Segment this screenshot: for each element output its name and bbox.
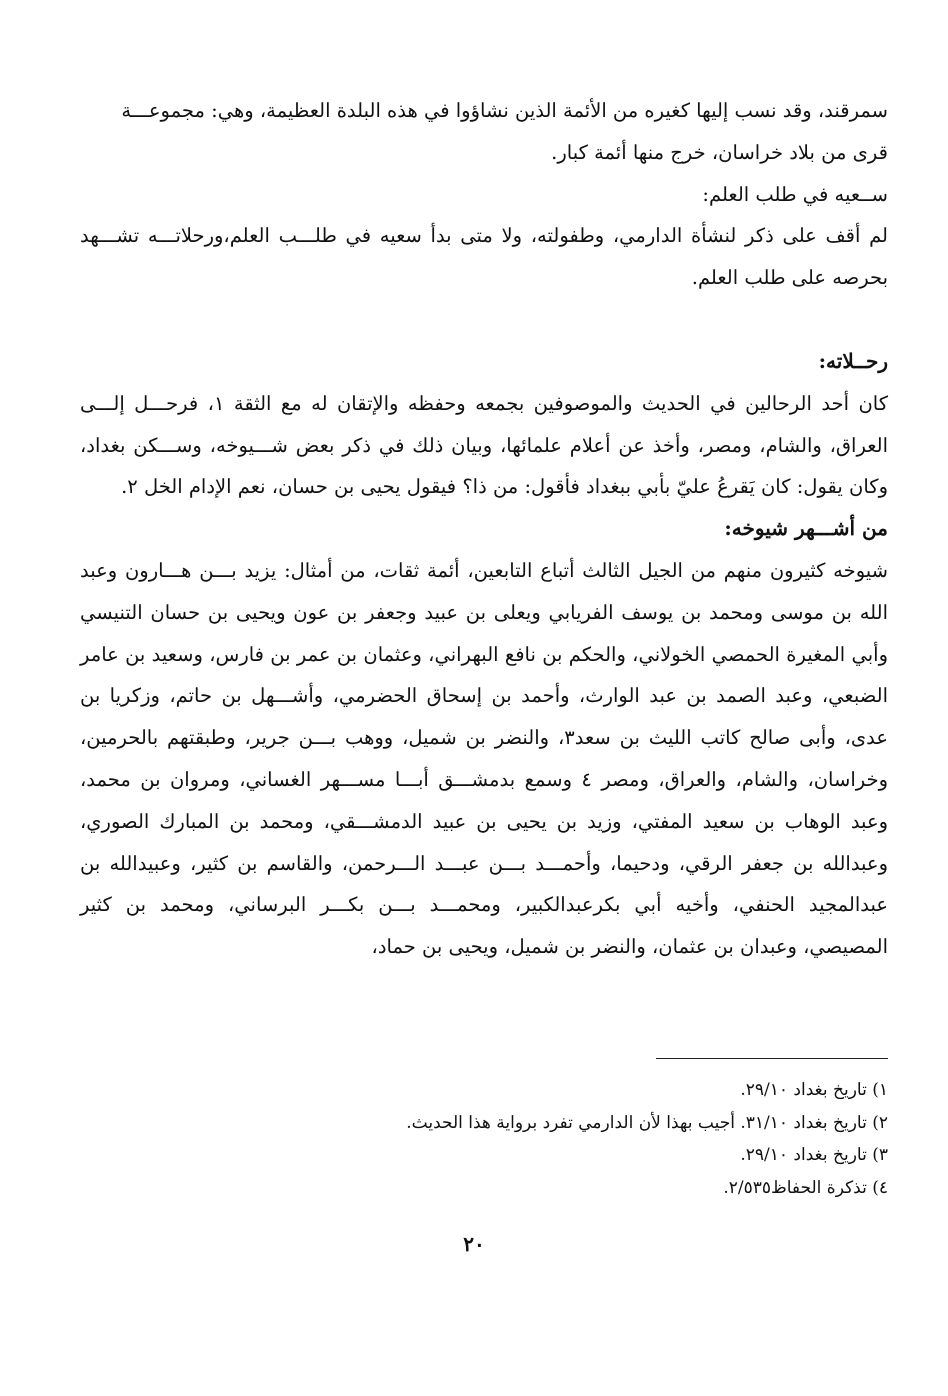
footnote-divider	[656, 1058, 888, 1059]
paragraph-intro-line-1: سمرقند، وقد نسب إليها كغيره من الأئمة الذين نشاؤوا في هذه البلدة العظيمة، وهي: مجموعـــة	[121, 99, 888, 122]
section-gap	[80, 299, 888, 341]
paragraph-travels: كان أحد الرحالين في الحديث والموصوفين بجمعه وحفظه والإتقان له مع الثقة ١، فرحـــل إلـــى العراق، والشام، ومصر، وأخذ عن أعلام علمائها، وبيان ذلك في ذكر بعض شـــيوخه، وســـكن بغداد، وكان يقول: كان يَقرعُ عليّ بأبي ببغداد فأقول: من ذا؟ فيقول يحيى بن حسان، نعم الإدام الخل ٢.	[80, 391, 889, 499]
footnote-3: ٣) تاريخ بغداد ٢٩/١٠.	[740, 1145, 888, 1165]
footnote-4: ٤) تذكرة الحفاظ٢/٥٣٥.	[723, 1177, 888, 1198]
footnotes	[200, 1074, 888, 1204]
footnote-1: ١) تاريخ بغداد ٢٩/١٠.	[740, 1080, 888, 1100]
main-text	[80, 90, 888, 968]
paragraph-teachers: شيوخه كثيرون منهم من الجيل الثالث أتباع التابعين، أئمة ثقات، من أمثال: يزيد بـــن هـــارون وعبد الله بن موسى ومحمد بن يوسف الفريابي ويعلى بن عبيد وجعفر بن عون ويحيى بن حسان التنيسي وأبي المغيرة الحمصي الخولاني، والحكم بن نافع البهراني، وعثمان بن عمر بن فارس، وسعيد بن عامر الضبعي، وعبد الصمد بن عبد الوارث، وأحمد بن إسحاق الحضرمي، وأشـــهل بن حاتم، وزكريا بن عدى، وأبى صالح كاتب الليث بن سعد٣، والنضر بن شميل، ووهب بـــن جرير، وطبقتهم بالحرمين، وخراسان، والشام، والعراق، ومصر ٤ وسمع بدمشـــق أبـــا مســـهر الغساني، ومروان بن محمد، وعبد الوهاب بن سعيد المفتي، وزيد بن يحيى بن عبيد الدمشـــقي، ومحمد بن المبارك الصوري، وعبدالله بن جعفر الرقي، ودحيما، وأحمـــد بـــن عبـــد الـــرحمن، والقاسم بن كثير، وعبيدالله بن عبدالمجيد الحنفي، وأخيه أبي بكرعبدالكبير، ومحمـــد بـــن بكـــر البرساني، ومحمد بن كثير المصيصي، وعبدان بن عثمان، والنضر بن شميل، ويحيى بن حماد،	[80, 558, 889, 959]
page-number: ٢٠	[463, 1232, 485, 1256]
heading-study: ســعيه في طلب العلم:	[702, 182, 888, 206]
paragraph-intro-line-2: قرى من بلاد خراسان، خرج منها أئمة كبار.	[551, 140, 888, 164]
paragraph-study: لم أقف على ذكر لنشأة الدارمي، وطفولته، ولا متى بدأ سعيه في طلـــب العلم،ورحلاتـــه تشـــهد بحرصه على طلب العلم.	[80, 224, 888, 290]
heading-travels: رحــلاته:	[818, 348, 888, 373]
heading-teachers: من أشـــهر شيوخه:	[724, 516, 888, 541]
footnote-2: ٢) تاريخ بغداد ٣١/١٠. أجيب بهذا لأن الدارمي تفرد برواية هذا الحديث.	[406, 1112, 888, 1133]
